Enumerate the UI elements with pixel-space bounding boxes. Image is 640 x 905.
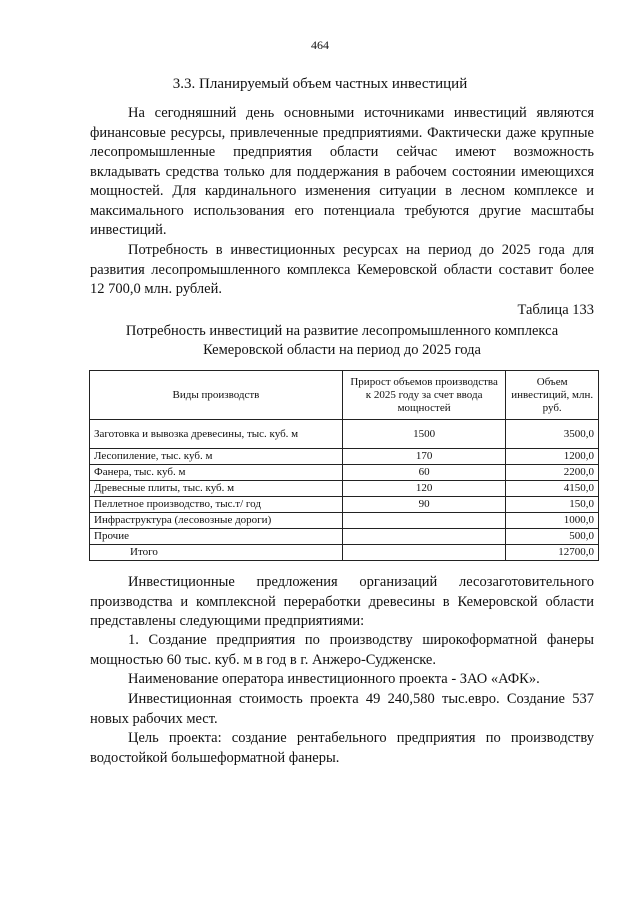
total-growth	[342, 545, 505, 561]
investment-table	[89, 370, 599, 561]
table-row	[90, 465, 599, 481]
row-investment: 1000,0	[506, 513, 599, 529]
paragraph-cost: Инвестиционная стоимость проекта 49 240,580 тыс.евро. Создание 537 новых рабочих мест.	[90, 691, 594, 727]
table-total-row	[90, 545, 599, 561]
table-row	[90, 513, 599, 529]
total-label: Итого	[90, 545, 343, 561]
row-name: Инфраструктура (лесовозные дороги)	[90, 513, 343, 529]
table-row	[90, 420, 599, 449]
table-header-row	[90, 371, 599, 420]
page-number: 464	[311, 38, 329, 52]
paragraph-goal: Цель проекта: создание рентабельного предприятия по производству водостойкой большеформатной фанеры.	[90, 730, 594, 766]
table-row	[90, 481, 599, 497]
row-investment: 4150,0	[506, 481, 599, 497]
row-name: Фанера, тыс. куб. м	[90, 465, 343, 481]
table-number: Таблица 133	[517, 302, 594, 318]
paragraph-investment-needs: Потребность в инвестиционных ресурсах на период до 2025 года для развития лесопромышленного комплекса Кемеровской области составит более 12 700,0 млн. рублей.	[90, 242, 594, 297]
row-investment: 150,0	[506, 497, 599, 513]
row-growth: 1500	[342, 420, 505, 449]
row-name: Прочие	[90, 529, 343, 545]
section-title: 3.3. Планируемый объем частных инвестиций	[172, 76, 468, 92]
table-row	[90, 529, 599, 545]
paragraph-project-1: 1. Создание предприятия по производству широкоформатной фанеры мощностью 60 тыс. куб. м в год в г. Анжеро-Судженске.	[90, 632, 594, 668]
paragraph-proposals: Инвестиционные предложения организаций лесозаготовительного производства и комплексной переработки древесины в Кемеровской области представлены следующими предприятиями:	[90, 574, 594, 629]
total-investment: 12700,0	[506, 545, 599, 561]
paragraph-operator: Наименование оператора инвестиционного проекта - ЗАО «АФК».	[128, 671, 540, 687]
table-row	[90, 449, 599, 465]
header-investment: Объем инвестиций, млн. руб.	[506, 371, 599, 420]
row-name: Древесные плиты, тыс. куб. м	[90, 481, 343, 497]
table-title-line1: Потребность инвестиций на развитие лесопромышленного комплекса	[125, 323, 559, 339]
row-investment: 1200,0	[506, 449, 599, 465]
table-title-line2: Кемеровской области на период до 2025 года	[203, 342, 481, 358]
row-growth: 90	[342, 497, 505, 513]
row-investment: 2200,0	[506, 465, 599, 481]
row-name: Лесопиление, тыс. куб. м	[90, 449, 343, 465]
paragraph-investment-sources: На сегодняшний день основными источниками инвестиций являются финансовые ресурсы, привлеченные предприятиями. Фактически даже крупные лесопромышленные предприятия области сейчас имеют возможность вкладывать средства только для поддержания в рабочем состоянии имеющихся мощностей. Для кардинального изменения ситуации в лесном комплексе и максимального использования его потенциала требуются другие масштабы инвестиций.	[90, 105, 594, 238]
row-growth: 60	[342, 465, 505, 481]
row-investment: 3500,0	[506, 420, 599, 449]
row-investment: 500,0	[506, 529, 599, 545]
row-growth	[342, 513, 505, 529]
row-name: Заготовка и вывозка древесины, тыс. куб. м	[90, 420, 343, 449]
row-growth: 170	[342, 449, 505, 465]
header-production-type: Виды производств	[90, 371, 343, 420]
header-growth: Прирост объемов производства к 2025 году за счет ввода мощностей	[342, 371, 505, 420]
row-growth: 120	[342, 481, 505, 497]
row-growth	[342, 529, 505, 545]
row-name: Пеллетное производство, тыс.т/ год	[90, 497, 343, 513]
table-row	[90, 497, 599, 513]
